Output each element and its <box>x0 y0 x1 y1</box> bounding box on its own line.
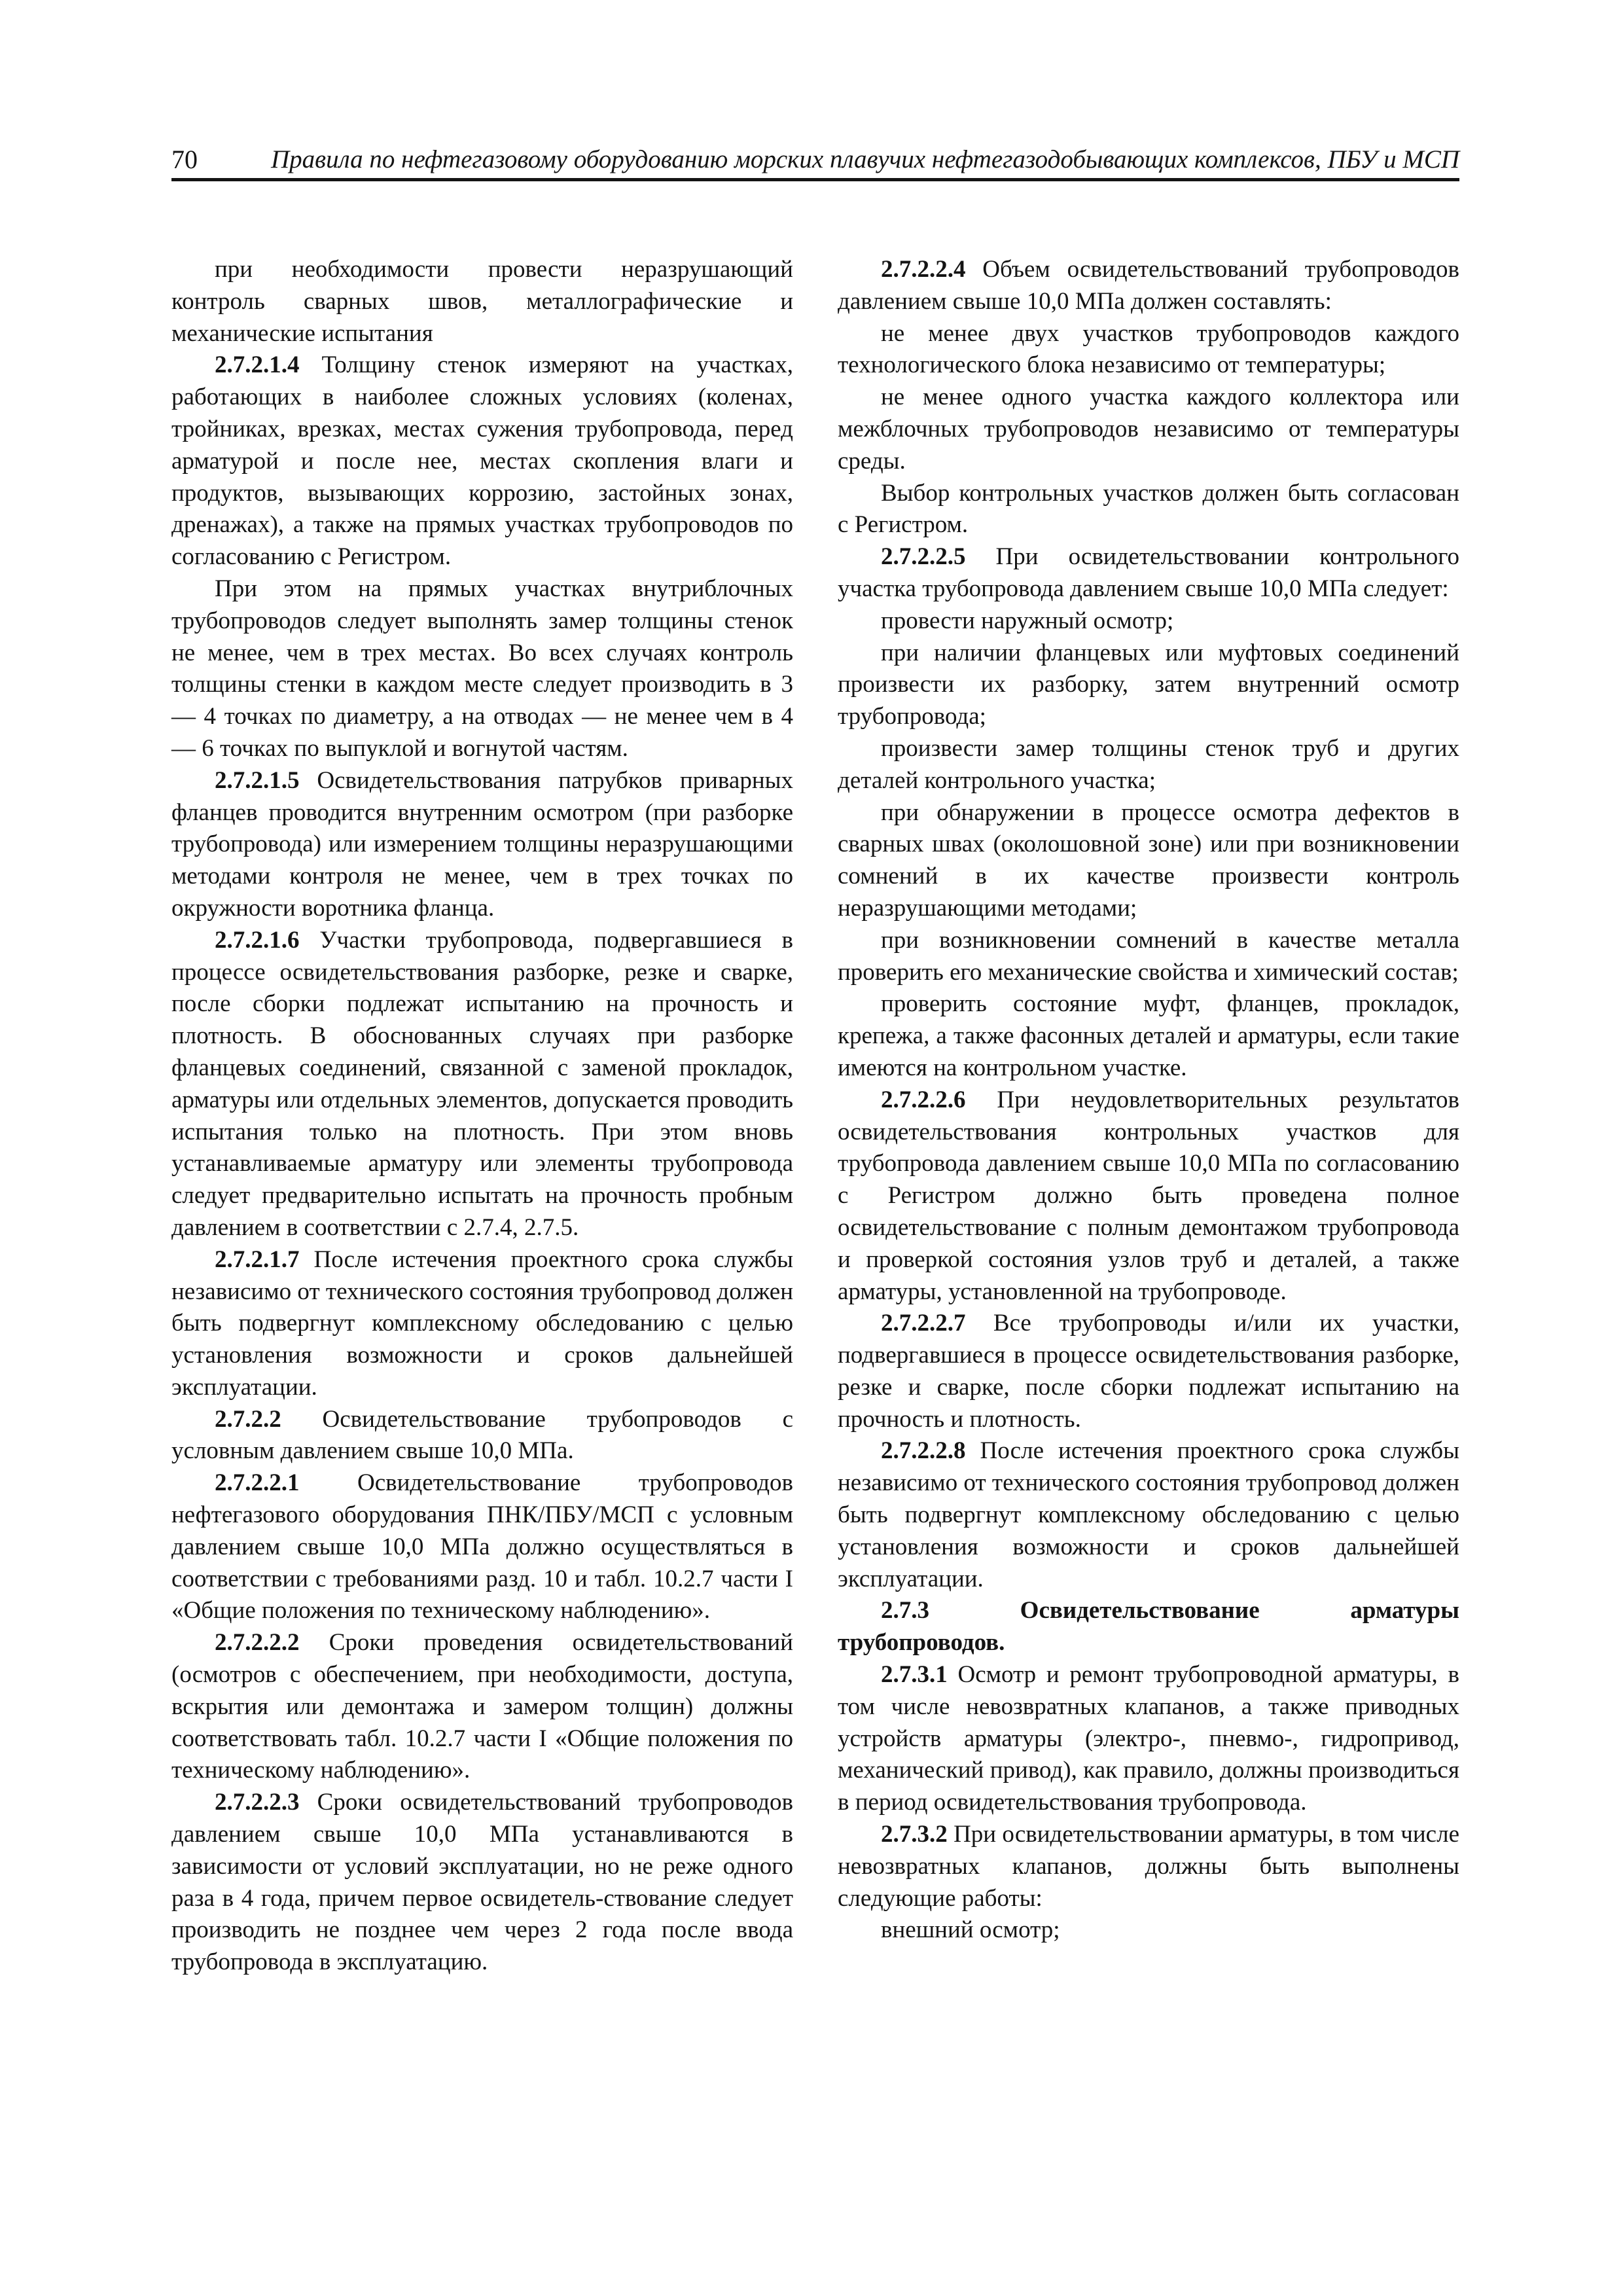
paragraph <box>838 478 1459 542</box>
section-number: 2.7.2.1.4 <box>215 351 300 379</box>
section-number: 2.7.2.1.5 <box>215 766 300 794</box>
paragraph-text: не менее двух участков трубопроводов каждого технологического блока независимо от температуры; <box>838 319 1459 379</box>
paragraph-text: После истечения проектного срока службы независимо от технического состояния трубопровод должен быть подвергнут комплексному обследованию с целью установления возможности и сроков дальнейшей эксплуатации. <box>838 1437 1459 1592</box>
paragraph <box>171 1787 793 1979</box>
paragraph <box>838 1308 1459 1435</box>
paragraph <box>838 1435 1459 1595</box>
paragraph <box>838 318 1459 382</box>
paragraph-text: При этом на прямых участках внутриблочных трубопроводов следует выполнять замер толщины стенок не менее, чем в трех местах. Во всех случаях контроль толщины стенки в каждом месте следует производить в 3 — 4 точках по диаметру, а на отводах — не менее чем в 4 — 6 точках по выпуклой и вогнутой частям. <box>171 575 793 762</box>
paragraph <box>838 605 1459 637</box>
paragraph <box>838 637 1459 733</box>
section-number: 2.7.3 <box>881 1597 929 1624</box>
paragraph <box>171 1467 793 1627</box>
section-number: 2.7.3.1 <box>881 1661 948 1689</box>
paragraph-text: Толщину стенок измеряют на участках, работающих в наиболее сложных условиях (коленах, тройниках, врезках, местах сужения трубопровода, перед арматурой и после нее, местах скопления влаги и продуктов, вызывающих коррозию, застойных зонах, дренажах), а также на прямых участках трубопроводов по согласованию с Регистром. <box>171 351 793 571</box>
paragraph-text: не менее одного участка каждого коллектора или межблочных трубопроводов независимо от температуры среды. <box>838 384 1459 475</box>
paragraph-text: Сроки освидетельствований трубопроводов давлением свыше 10,0 МПа устанавливаются в зависимости от условий эксплуатации, но не реже одного раза в 4 года, причем первое освидетель-ствование следует производить не позднее чем через 2 года после ввода трубопровода в эксплуатацию. <box>171 1789 793 1976</box>
paragraph-text: Осмотр и ремонт трубопроводной арматуры, в том числе невозвратных клапанов, а также приводных устройств арматуры (электро-, пневмо-, гидропривод, механический привод), как правило, должны производиться в период освидетельствования трубопровода. <box>838 1661 1459 1816</box>
paragraph-text: Сроки проведения освидетельствований (осмотров с обеспечением, при необходимости, доступа, вскрытия или демонтажа и замером толщин) должны соответствовать табл. 10.2.7 части I «Общие положения по техническому наблюдению». <box>171 1629 793 1784</box>
paragraph <box>171 1404 793 1468</box>
section-number: 2.7.2.2.8 <box>881 1437 966 1465</box>
paragraph <box>171 1627 793 1787</box>
paragraph <box>838 988 1459 1084</box>
page-number: 70 <box>171 145 198 174</box>
section-number: 2.7.2.2.4 <box>881 256 966 283</box>
paragraph-text: Освидетельствование арматуры трубопроводов. <box>838 1597 1459 1657</box>
section-number: 2.7.2.2.7 <box>881 1310 966 1337</box>
paragraph-text: Освидетельствование трубопроводов с условным давлением свыше 10,0 МПа. <box>171 1405 793 1465</box>
paragraph-text: При неудовлетворительных результатов освидетельствования контрольных участков для трубопровода давлением свыше 10,0 МПа по согласованию с Регистром должно быть проведена полное освидетельствование с полным демонтажом трубопровода и проверкой состояния узлов труб и деталей, а также арматуры, установленной на трубопроводе. <box>838 1086 1459 1305</box>
paragraph <box>838 382 1459 477</box>
paragraph <box>171 925 793 1244</box>
section-number: 2.7.2.1.6 <box>215 926 300 954</box>
paragraph <box>838 1595 1459 1659</box>
left-column <box>171 254 793 1979</box>
section-number: 2.7.2.2.6 <box>881 1086 966 1113</box>
paragraph <box>171 1244 793 1404</box>
section-number: 2.7.2.2.3 <box>215 1789 300 1816</box>
paragraph-text: При освидетельствовании арматуры, в том числе невозвратных клапанов, должны быть выполнены следующие работы: <box>838 1821 1459 1912</box>
paragraph-text: Освидетельствование трубопроводов нефтегазового оборудования ПНК/ПБУ/МСП с условным давлением свыше 10,0 МПа должно осуществляться в соответствии с требованиями разд. 10 и табл. 10.2.7 части I «Общие положения по техническому наблюдению». <box>171 1469 793 1624</box>
paragraph <box>838 1085 1459 1308</box>
paragraph <box>171 350 793 573</box>
header-rule <box>171 178 1459 181</box>
paragraph <box>171 254 793 350</box>
paragraph-text: при возникновении сомнений в качестве металла проверить его механические свойства и химический состав; <box>838 926 1459 986</box>
section-number: 2.7.2.2 <box>215 1405 281 1433</box>
paragraph <box>838 733 1459 797</box>
paragraph <box>838 925 1459 989</box>
page-header <box>171 143 1459 179</box>
paragraph <box>838 541 1459 605</box>
paragraph-text: при обнаружении в процессе осмотра дефектов в сварных швах (околошовной зоне) или при возникновении сомнений в их качестве произвести контроль неразрушающими методами; <box>838 798 1459 922</box>
section-number: 2.7.2.1.7 <box>215 1246 300 1273</box>
paragraph-text: Участки трубопровода, подвергавшиеся в процессе освидетельствования разборке, резке и сварке, после сборки подлежат испытанию на прочность и плотность. В обоснованных случаях при разборке фланцевых соединений, связанной с заменой прокладок, арматуры или отдельных элементов, допускается проводить испытания только на плотность. При этом вновь устанавливаемые арматуру или элементы трубопровода следует предварительно испытать на прочность пробным давлением в соответствии с 2.7.4, 2.7.5. <box>171 926 793 1241</box>
paragraph-text: при наличии фланцевых или муфтовых соединений произвести их разборку, затем внутренний осмотр трубопровода; <box>838 639 1459 730</box>
paragraph <box>171 765 793 925</box>
running-title: Правила по нефтегазовому оборудованию морских плавучих нефтегазодобывающих комплексов, ПБУ и МСП <box>271 145 1459 173</box>
paragraph <box>838 1914 1459 1946</box>
section-number: 2.7.2.2.2 <box>215 1629 300 1657</box>
paragraph-text: Выбор контрольных участков должен быть согласован с Регистром. <box>838 479 1459 539</box>
paragraph-text: при необходимости провести неразрушающий контроль сварных швов, металлографические и механические испытания <box>171 256 793 347</box>
paragraph <box>838 1659 1459 1819</box>
section-number: 2.7.3.2 <box>881 1821 948 1848</box>
section-number: 2.7.2.2.1 <box>215 1469 300 1497</box>
paragraph <box>171 573 793 765</box>
paragraph-text: Освидетельствования патрубков приварных фланцев проводится внутренним осмотром (при разборке трубопровода) или измерением толщины неразрушающими методами контроля не менее, чем в трех точках по окружности воротника фланца. <box>171 766 793 922</box>
paragraph <box>838 1819 1459 1914</box>
paragraph-text: Объем освидетельствований трубопроводов давлением свыше 10,0 МПа должен составлять: <box>838 256 1459 315</box>
section-number: 2.7.2.2.5 <box>881 543 966 571</box>
paragraph-text: произвести замер толщины стенок труб и других деталей контрольного участка; <box>838 734 1459 794</box>
paragraph-text: После истечения проектного срока службы независимо от технического состояния трубопровод должен быть подвергнут комплексному обследованию с целью установления возможности и сроков дальнейшей эксплуатации. <box>171 1246 793 1401</box>
paragraph <box>838 254 1459 318</box>
right-column <box>838 254 1459 1946</box>
paragraph <box>838 797 1459 925</box>
paragraph-text: внешний осмотр; <box>881 1916 1060 1944</box>
paragraph-text: проверить состояние муфт, фланцев, прокладок, крепежа, а также фасонных деталей и арматуры, если такие имеются на контрольном участке. <box>838 990 1459 1081</box>
paragraph-text: провести наружный осмотр; <box>881 607 1174 634</box>
paragraph-text: Все трубопроводы и/или их участки, подвергавшиеся в процессе освидетельствования разборке, резке и сварке, после сборки подлежат испытанию на прочность и плотность. <box>838 1310 1459 1433</box>
paragraph-text: При освидетельствовании контрольного участка трубопровода давлением свыше 10,0 МПа следует: <box>838 543 1459 602</box>
